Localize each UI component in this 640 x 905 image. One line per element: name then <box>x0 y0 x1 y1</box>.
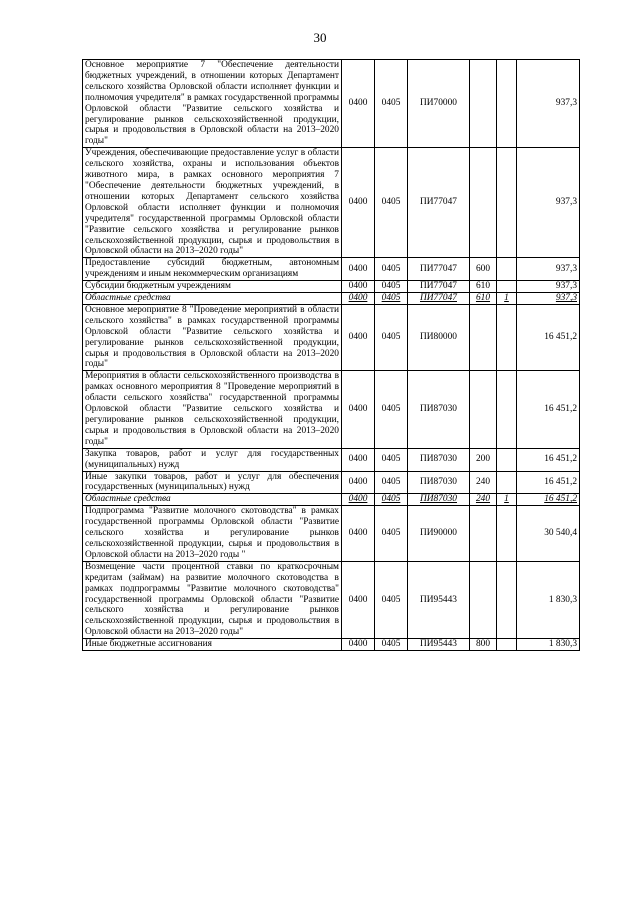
target-article-cell: ПИ77047 <box>408 148 470 258</box>
amount-cell: 16 451,2 <box>517 448 580 471</box>
subsection-code-cell: 0405 <box>375 639 408 651</box>
amount-cell: 937,3 <box>517 258 580 281</box>
funding-source-cell <box>497 448 517 471</box>
section-code-cell: 0400 <box>342 471 375 494</box>
amount-cell: 937,3 <box>517 60 580 148</box>
target-article-cell: ПИ87030 <box>408 448 470 471</box>
table-row <box>83 304 580 370</box>
funding-source-cell <box>497 506 517 562</box>
amount-cell: 16 451,2 <box>517 494 580 506</box>
section-code-cell: 0400 <box>342 506 375 562</box>
funding-source-cell <box>497 561 517 638</box>
expense-type-cell: 610 <box>470 281 497 293</box>
target-article-cell: ПИ80000 <box>408 304 470 370</box>
expense-type-cell: 240 <box>470 494 497 506</box>
expense-type-cell: 240 <box>470 471 497 494</box>
target-article-cell: ПИ95443 <box>408 639 470 651</box>
target-article-cell: ПИ90000 <box>408 506 470 562</box>
amount-cell: 16 451,2 <box>517 371 580 448</box>
row-name-cell: Иные бюджетные ассигнования <box>83 639 342 651</box>
section-code-cell: 0400 <box>342 561 375 638</box>
subsection-code-cell: 0405 <box>375 471 408 494</box>
funding-source-cell <box>497 639 517 651</box>
funding-source-cell <box>497 281 517 293</box>
subsection-code-cell: 0405 <box>375 293 408 305</box>
amount-cell: 16 451,2 <box>517 304 580 370</box>
row-name-cell: Основное мероприятие 8 "Проведение мероприятий в области сельского хозяйства" в рамках государственной программы Орловской области "Развитие сельского хозяйства и регулирование рынков сельскохозяйственной продукции, сырья и продовольствия в Орловской области на 2013–2020 годы" <box>83 304 342 370</box>
table-row <box>83 371 580 448</box>
funding-source-cell <box>497 60 517 148</box>
section-code-cell: 0400 <box>342 371 375 448</box>
expense-type-cell <box>470 304 497 370</box>
target-article-cell: ПИ77047 <box>408 258 470 281</box>
funding-source-cell: 1 <box>497 293 517 305</box>
target-article-cell: ПИ87030 <box>408 471 470 494</box>
amount-cell: 1 830,3 <box>517 639 580 651</box>
section-code-cell: 0400 <box>342 304 375 370</box>
budget-table-body <box>83 60 580 651</box>
amount-cell: 937,3 <box>517 281 580 293</box>
row-name-cell: Возмещение части процентной ставки по краткосрочным кредитам (займам) на развитие молочного скотоводства в рамках подпрограммы "Развитие молочного скотоводства" государственной программы Орловской области "Развитие сельского хозяйства и регулирование рынков сельскохозяйственной продукции, сырья и продовольствия в Орловской области на 2013–2020 годы" <box>83 561 342 638</box>
row-name-cell: Основное мероприятие 7 "Обеспечение деятельности бюджетных учреждений, в отношении которых Департамент сельского хозяйства Орловской области исполняет функции и полномочия учредителя" в рамках государственной программы Орловской области "Развитие сельского хозяйства и регулирование рынков сельскохозяйственной продукции, сырья и продовольствия в Орловской области на 2013–2020 годы" <box>83 60 342 148</box>
table-row <box>83 60 580 148</box>
expense-type-cell <box>470 371 497 448</box>
target-article-cell: ПИ87030 <box>408 371 470 448</box>
funding-source-cell <box>497 148 517 258</box>
table-row <box>83 258 580 281</box>
row-name-cell: Подпрограмма "Развитие молочного скотоводства" в рамках государственной программы Орловской области "Развитие сельского хозяйства и регулирование рынков сельскохозяйственной продукции, сырья и продовольствия в Орловской области на 2013–2020 годы " <box>83 506 342 562</box>
section-code-cell: 0400 <box>342 258 375 281</box>
expense-type-cell: 610 <box>470 293 497 305</box>
subsection-code-cell: 0405 <box>375 281 408 293</box>
funding-source-cell: 1 <box>497 494 517 506</box>
section-code-cell: 0400 <box>342 293 375 305</box>
subsection-code-cell: 0405 <box>375 371 408 448</box>
table-row <box>83 561 580 638</box>
expense-type-cell <box>470 506 497 562</box>
subsection-code-cell: 0405 <box>375 494 408 506</box>
expense-type-cell: 200 <box>470 448 497 471</box>
row-name-cell: Закупка товаров, работ и услуг для государственных (муниципальных) нужд <box>83 448 342 471</box>
section-code-cell: 0400 <box>342 494 375 506</box>
amount-cell: 30 540,4 <box>517 506 580 562</box>
row-name-cell: Областные средства <box>83 494 342 506</box>
expense-type-cell: 800 <box>470 639 497 651</box>
funding-source-cell <box>497 471 517 494</box>
subsection-code-cell: 0405 <box>375 506 408 562</box>
row-name-cell: Иные закупки товаров, работ и услуг для обеспечения государственных (муниципальных) нужд <box>83 471 342 494</box>
expense-type-cell <box>470 561 497 638</box>
row-name-cell: Субсидии бюджетным учреждениям <box>83 281 342 293</box>
row-name-cell: Областные средства <box>83 293 342 305</box>
funding-source-cell <box>497 258 517 281</box>
funding-source-cell <box>497 371 517 448</box>
subsection-code-cell: 0405 <box>375 448 408 471</box>
table-row <box>83 148 580 258</box>
row-name-cell: Мероприятия в области сельскохозяйственного производства в рамках основного мероприятия 8 "Проведение мероприятий в области сельского хозяйства" государственной программы Орловской области "Развитие сельского хозяйства и регулирование рынков сельскохозяйственной продукции, сырья и продовольствия в Орловской области на 2013–2020 годы" <box>83 371 342 448</box>
table-row <box>83 448 580 471</box>
table-row <box>83 639 580 651</box>
target-article-cell: ПИ95443 <box>408 561 470 638</box>
table-row <box>83 506 580 562</box>
target-article-cell: ПИ77047 <box>408 293 470 305</box>
budget-table <box>82 59 580 651</box>
page-number: 30 <box>313 30 327 45</box>
row-name-cell: Предоставление субсидий бюджетным, автономным учреждениям и иным некоммерческим организациям <box>83 258 342 281</box>
section-code-cell: 0400 <box>342 448 375 471</box>
subsection-code-cell: 0405 <box>375 60 408 148</box>
subsection-code-cell: 0405 <box>375 258 408 281</box>
subsection-code-cell: 0405 <box>375 304 408 370</box>
expense-type-cell <box>470 60 497 148</box>
amount-cell: 16 451,2 <box>517 471 580 494</box>
table-row <box>83 293 580 305</box>
section-code-cell: 0400 <box>342 281 375 293</box>
subsection-code-cell: 0405 <box>375 148 408 258</box>
expense-type-cell <box>470 148 497 258</box>
target-article-cell: ПИ77047 <box>408 281 470 293</box>
table-row <box>83 494 580 506</box>
target-article-cell: ПИ70000 <box>408 60 470 148</box>
section-code-cell: 0400 <box>342 148 375 258</box>
amount-cell: 1 830,3 <box>517 561 580 638</box>
funding-source-cell <box>497 304 517 370</box>
table-row <box>83 281 580 293</box>
amount-cell: 937,3 <box>517 148 580 258</box>
section-code-cell: 0400 <box>342 639 375 651</box>
section-code-cell: 0400 <box>342 60 375 148</box>
table-row <box>83 471 580 494</box>
target-article-cell: ПИ87030 <box>408 494 470 506</box>
expense-type-cell: 600 <box>470 258 497 281</box>
subsection-code-cell: 0405 <box>375 561 408 638</box>
row-name-cell: Учреждения, обеспечивающие предоставление услуг в области сельского хозяйства, охраны и использования объектов животного мира, в рамках основного мероприятия 7 "Обеспечение деятельности бюджетных учреждений, в отношении которых Департамент сельского хозяйства Орловской области исполняет функции и полномочия учредителя" государственной программы Орловской области "Развитие сельского хозяйства и регулирование рынков сельскохозяйственной продукции, сырья и продовольствия в Орловской области на 2013–2020 годы" <box>83 148 342 258</box>
amount-cell: 937,3 <box>517 293 580 305</box>
